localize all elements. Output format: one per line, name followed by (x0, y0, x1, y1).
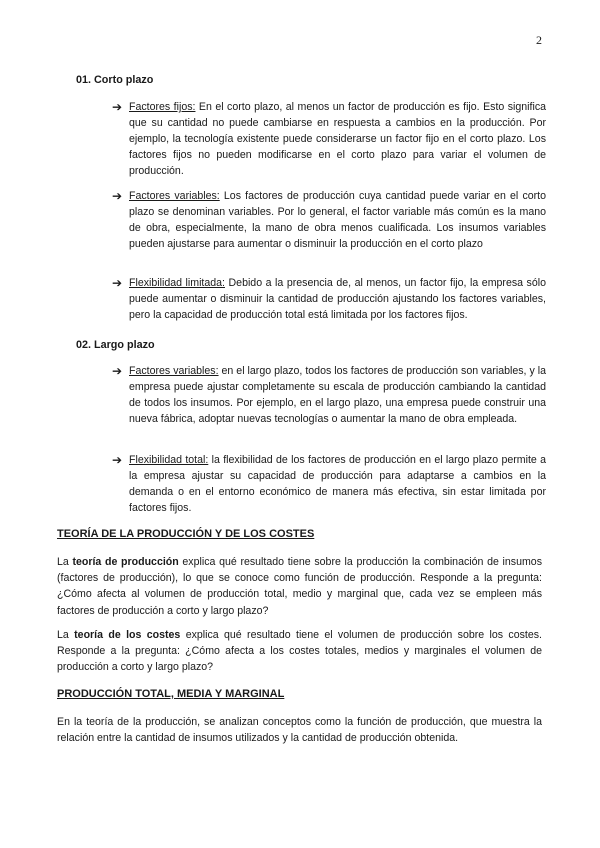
bullet-body: En el corto plazo, al menos un factor de producción es fijo. Esto significa que su cantidad no puede cambiarse en respuesta a cambios en la producción. Por ejemplo, la tecnología existente puede considerarse un factor fijo en el corto plazo. Los factores fijos no pueden modificarse en el corto plazo para variar el volumen de producción. (129, 101, 547, 177)
bullet-term: Flexibilidad total: (129, 454, 209, 466)
bullet-term: Factores fijos: (129, 101, 196, 113)
bullet-text (129, 452, 546, 516)
paragraph-body: explica qué resultado tiene el volumen de producción sobre los costes. Responde a la pregunta: ¿Cómo afecta a los costes totales, medios y marginales el volumen de producción a corto y largo plazo? (57, 629, 542, 674)
bullet-text (129, 188, 546, 252)
bullet-body: Debido a la presencia de, al menos, un factor fijo, la empresa sólo puede aumentar o disminuir la cantidad de producción ajustando los factores variables, pero la capacidad de producción total está limitada por los factores fijos. (129, 277, 546, 321)
bullet-text (129, 363, 546, 427)
arrow-icon: ➔ (112, 100, 123, 114)
bullet-term: Flexibilidad limitada: (129, 277, 225, 289)
bullet-body: Los factores de producción cuya cantidad puede variar en el corto plazo se denominan variables. Por lo general, el factor variable más común es la mano de obra, especialmente, la mano de obra menos cualificada. Los insumos variables pueden ajustarse para aumentar o disminuir la producción en el corto plazo (129, 190, 546, 250)
section-heading-corto-plazo: 01. Corto plazo (76, 74, 154, 86)
bullet-text (129, 99, 546, 179)
bullet-term: Factores variables: (129, 365, 219, 377)
costs-theory-paragraph (57, 627, 542, 676)
paragraph-lead: La (57, 556, 73, 568)
paragraph-bold-term: teoría de los costes (74, 629, 181, 641)
arrow-icon: ➔ (112, 276, 123, 290)
arrow-icon: ➔ (112, 453, 123, 467)
theory-heading: TEORÍA DE LA PRODUCCIÓN Y DE LOS COSTES (57, 528, 315, 540)
paragraph-lead: La (57, 629, 75, 641)
total-production-heading: PRODUCCIÓN TOTAL, MEDIA Y MARGINAL (57, 688, 285, 700)
bullet-factores-variables-largo (112, 363, 546, 427)
section-heading-largo-plazo: 02. Largo plazo (76, 339, 155, 351)
production-theory-paragraph (57, 554, 542, 619)
paragraph-body: explica qué resultado tiene sobre la producción la combinación de insumos (factores de producción), lo que se conoce como función de producción. Responde a la pregunta: ¿Cómo afecta al volumen de producción total, medio y marginal que, cada vez se empleen más factores de producción a corto y largo plazo? (57, 556, 542, 617)
bullet-body: la flexibilidad de los factores de producción en el largo plazo permite a la empresa ajustar su capacidad de producción para adaptarse a cambios en la demanda o en el entorno económico de manera más efectiva, sin estar limitada por factores fijos. (129, 454, 546, 514)
bullet-body: en el largo plazo, todos los factores de producción son variables, y la empresa puede ajustar completamente su escala de producción cambiando la cantidad de todos los insumos. Por ejemplo, en el largo plazo, una empresa puede construir una nueva fábrica, adoptar nuevas tecnologías o aumentar la mano de obra empleada. (129, 365, 546, 425)
bullet-flexibilidad-limitada (112, 275, 546, 323)
page-number: 2 (536, 33, 542, 47)
bullet-factores-fijos (112, 99, 546, 179)
bullet-term: Factores variables: (129, 190, 220, 202)
bullet-flexibilidad-total (112, 452, 546, 516)
paragraph-bold-term: teoría de producción (72, 556, 179, 568)
arrow-icon: ➔ (112, 189, 123, 203)
bullet-factores-variables-corto (112, 188, 546, 252)
total-production-paragraph: En la teoría de la producción, se analizan conceptos como la función de producción, que muestra la relación entre la cantidad de insumos utilizados y la cantidad de producción obtenida. (57, 716, 542, 745)
arrow-icon: ➔ (112, 364, 123, 378)
bullet-text (129, 275, 546, 323)
